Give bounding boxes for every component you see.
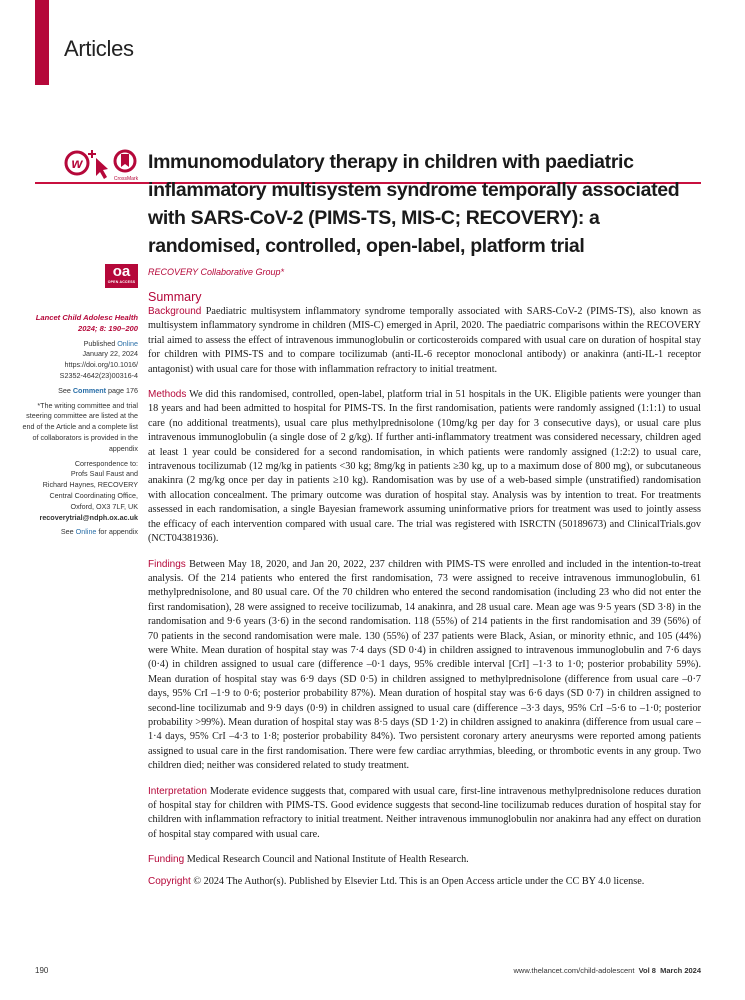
methods-text: We did this randomised, controlled, open-label, platform trial in 51 hospitals in the UK. Eligible patients were younger than 18 years and had been admitted to hospital for PIMS-TS. In the first randomisation, patients were randomly assigned (1:1:1) to usual care (no additional treatments), usual care plus methylprednisolone (10mg/kg per day for 3 consecutive days), or usual care plus intravenous immunoglobulin (a single dose of 2 g/kg). If further anti-inflammatory treatment was considered necessary, children aged at least 1 year could be considered for a second randomisation, in which patients were randomly assigned (1:2:2) to usual care, intravenous tocilizumab (12 mg/kg in patients <30 kg; 8mg/kg in patients ≥30 kg, up to a maximum dose of 800 mg), or subcutaneous anakinra (2 mg/kg once per day in patients ≥10 kg). Randomisation was by use of a web-based simple (unstratified) randomisation with allocation concealment. The primary outcome was duration of hospital stay. Analysis was by intention to treat. For treatments assessed in each randomisation, a single Bayesian framework assuming uninformative priors for treatment was used to jointly assess the efficacy of each intervention compared with usual care. The trial was registered with ISRCTN (50189673) and ClinicalTrials.gov (NCT04381936). xyxy=(148,389,701,545)
article-title: Immunomodulatory therapy in children with paediatric inflammatory multisystem syndrome temporally associated with SARS-CoV-2 (PIMS-TS, MIS-C; RECOVERY): a randomised, controlled, open-label, platform trial xyxy=(148,151,680,257)
page-number: 190 xyxy=(35,966,49,975)
article-icons xyxy=(62,148,142,184)
see-prefix: See xyxy=(58,385,73,395)
journal-citation: 2024; 8: 190–200 xyxy=(78,323,138,333)
copyright-paragraph xyxy=(148,875,701,889)
appendix-suffix: for appendix xyxy=(96,527,138,537)
correspondence-email[interactable]: recoverytrial@ndph.ox.ac.uk xyxy=(39,512,138,522)
funding-label: Funding xyxy=(148,854,185,866)
copyright-text: © 2024 The Author(s). Published by Elsevier Ltd. This is an Open Access article under the CC BY 4.0 license. xyxy=(193,875,645,887)
background-paragraph xyxy=(148,305,701,377)
volume: Vol 8 xyxy=(638,966,656,975)
main-column xyxy=(148,148,701,896)
footer-citation xyxy=(514,966,701,975)
published-date: January 22, 2024 xyxy=(82,349,138,359)
background-label: Background xyxy=(148,306,202,317)
doi-link[interactable]: https://doi.org/10.1016/ xyxy=(64,360,138,370)
section-title: Articles xyxy=(64,36,134,61)
open-access-logo: oa OPEN ACCESS xyxy=(105,264,138,288)
summary-heading: Summary xyxy=(148,290,202,304)
findings-paragraph xyxy=(148,558,701,774)
svg-text:w: w xyxy=(71,155,83,171)
journal-url[interactable]: www.thelancet.com/child-adolescent xyxy=(513,966,635,975)
interpretation-paragraph xyxy=(148,785,701,843)
journal-name: Lancet Child Adolesc Health xyxy=(35,313,138,322)
background-text: Paediatric multisystem inflammatory syndrome temporally associated with SARS-CoV-2 (PIMS-TS), also known as multisystem inflammatory syndrome in children (MIS-C) emerged in April, 2020. The paediatric comparisons within the RECOVERY trial aimed to assess the effect of intravenous immunoglobulin or corticosteroids compared with usual care on duration of hospital stay for children with PIMS-TS and to compare tocilizumab (anti-IL-6 receptor monoclonal antibody) or anakinra (anti-IL-1 receptor antagonist) with usual care for those with inflammation refractory to initial treatment. xyxy=(148,306,701,375)
article-author[interactable]: RECOVERY Collaborative Group* xyxy=(148,267,285,277)
appendix-online-link[interactable]: Online xyxy=(75,527,97,537)
findings-text: Between May 18, 2020, and Jan 20, 2022, 237 children with PIMS-TS were enrolled and included in the intention-to-treat analysis. Of the 214 patients who entered the first randomisation, 73 were assigned to receive intravenous immunoglobulin, 61 methylprednisolone, and 80 usual care. Of the 70 children who entered the second randomisation (including 23 who did not enter the first randomisation), 28 were assigned to receive tocilizumab, 14 anakinra, and 28 usual care. Mean age was 9·5 years (SD 3·8) in the randomisation and 9·6 years (3·6) in the second randomisation. 118 (55%) of 214 patients in the first randomisation and 39 (56%) of 70 patients in the second randomisation were male. 130 (55%) of 237 patients were Black, Asian, or minority ethnic, and 105 (44%) were White. Mean duration of hospital stay was 7·4 days (SD 0·4) in children assigned to intravenous immunoglobulin and 7·6 days (0·4) in children assigned to usual care (difference –0·1 days, 95% credible interval [CrI] –1·3 to 1·0; posterior probability 59%). Mean duration of hospital stay was 6·9 days (SD 0·5) in children assigned to methylprednisolone (difference from usual care –0·7 days, 95% CrI –1·9 to 0·6; posterior probability 87%). Mean duration of hospital stay was 6·6 days (SD 0·7) in children assigned to second-line tocilizumab and 9·9 days (0·9) in children assigned to usual care (difference –3·3 days, 95% CrI –5·6 to –1·0; posterior probability >99%). Mean duration of hospital stay was 8·5 days (SD 1·2) in children assigned to anakinra (difference from usual care –1·4 days, 95% CrI –4·3 to 1·8; posterior probability 84%). Two persistent coronary artery aneurysms were reported among patients assigned to usual care in the first randomisation. There were few cardiac arrythmias, bleeding, or thrombotic events in any group. Two children died; neither was considered related to study treatment. xyxy=(148,558,702,772)
methods-label: Methods xyxy=(148,389,187,401)
published-online-link[interactable]: Online xyxy=(117,338,138,348)
findings-label: Findings xyxy=(148,558,186,570)
funding-text: Medical Research Council and National Institute of Health Research. xyxy=(186,854,469,866)
correspondence: Correspondence to: Profs Saul Faust and Richard Haynes, RECOVERY Central Coordinating Office, Oxford, OX3 7LF, UK recoverytrial@ndph.ox.ac.uk xyxy=(39,458,138,522)
appendix-prefix: See xyxy=(60,527,76,537)
interpretation-text: Moderate evidence suggests that, compared with usual care, first-line intravenous methylprednisolone reduces duration of hospital stay for children with PIMS-TS. Good evidence suggests that second-line tocilizumab reduces duration of hospital stay for children with inflammation refractory to initial treatment. Neither intravenous immunoglobulin nor anakinra had any effect on duration of hospital stay compared with usual care. xyxy=(148,785,702,840)
collaborators-note: *The writing committee and trial steering committee are listed at the end of the Article and a complete list of collaborators is provided in the appendix xyxy=(22,400,138,453)
doi-link-cont[interactable]: S2352-4642(23)00316-4 xyxy=(59,370,138,380)
copyright-label: Copyright xyxy=(148,875,191,887)
sidebar xyxy=(20,313,138,542)
section-color-bar xyxy=(35,0,49,85)
interpretation-label: Interpretation xyxy=(148,785,207,797)
crossmark-icon[interactable] xyxy=(114,151,139,182)
cursor-click-icon xyxy=(88,150,108,179)
issue-date: March 2024 xyxy=(660,966,701,975)
methods-paragraph xyxy=(148,388,701,546)
svg-text:CrossMark: CrossMark xyxy=(113,176,139,182)
funding-paragraph xyxy=(148,853,701,867)
comment-link[interactable]: Comment xyxy=(72,385,107,395)
comment-suffix: page 176 xyxy=(106,385,138,395)
web-extra-icon[interactable] xyxy=(66,152,88,174)
published-prefix: Published xyxy=(83,338,118,348)
